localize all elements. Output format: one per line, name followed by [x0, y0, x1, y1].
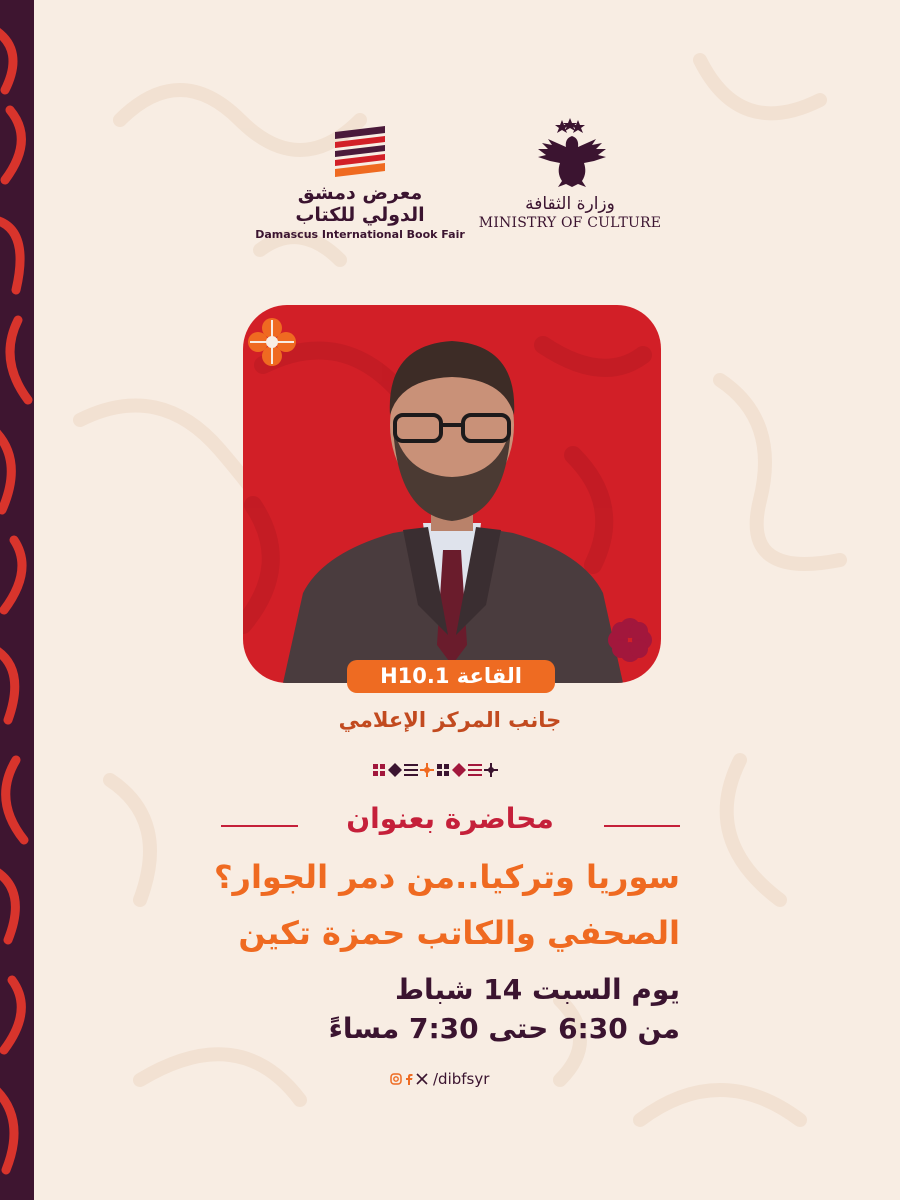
- ornament-divider: [372, 763, 498, 777]
- social-handle[interactable]: /dibfsyr: [433, 1070, 490, 1088]
- lecture-title: سوريا وتركيا..من دمر الجوار؟: [213, 858, 680, 896]
- ornament-icon: [436, 763, 450, 777]
- ornament-icon: [388, 763, 402, 777]
- ornament-icon: [484, 763, 498, 777]
- side-decorative-strip: [0, 0, 34, 1200]
- speaker-portrait-icon: [243, 305, 661, 683]
- ministry-of-culture-logo: [470, 118, 670, 232]
- ornament-icon: [452, 763, 466, 777]
- ornament-icon: [372, 763, 386, 777]
- fair-arabic-line2: الدولي للكتاب: [295, 204, 425, 226]
- hall-location: جانب المركز الإعلامي: [338, 708, 562, 732]
- divider-line: [221, 825, 298, 827]
- ornament-icon: [404, 763, 418, 777]
- divider-line: [604, 825, 680, 827]
- lecture-day: يوم السبت 14 شباط: [394, 973, 680, 1006]
- book-stack-logo-icon: [331, 124, 389, 180]
- ministry-english-name: MINISTRY OF CULTURE: [478, 215, 662, 231]
- social-links: [390, 1068, 489, 1090]
- fair-english-name: Damascus International Book Fair: [255, 228, 465, 241]
- book-fair-logo: [245, 124, 475, 242]
- lecture-label: محاضرة بعنوان: [346, 802, 554, 835]
- lecture-speaker: الصحفي والكاتب حمزة تكين: [238, 914, 680, 952]
- ministry-arabic-name: وزارة الثقافة: [525, 194, 615, 214]
- ornament-icon: [420, 763, 434, 777]
- hall-badge: القاعة H10.1: [347, 660, 555, 693]
- eagle-emblem-icon: [520, 118, 620, 188]
- flower-ornament-icon: [244, 314, 300, 370]
- flower-ornament-icon: [606, 616, 654, 664]
- instagram-icon[interactable]: [390, 1073, 402, 1085]
- facebook-icon[interactable]: [404, 1073, 414, 1085]
- ornament-icon: [468, 763, 482, 777]
- lecture-time: من 6:30 حتى 7:30 مساءً: [328, 1012, 680, 1045]
- x-icon[interactable]: [416, 1073, 428, 1085]
- speaker-photo-frame: [243, 305, 661, 683]
- fair-arabic-line1: معرض دمشق: [297, 182, 423, 204]
